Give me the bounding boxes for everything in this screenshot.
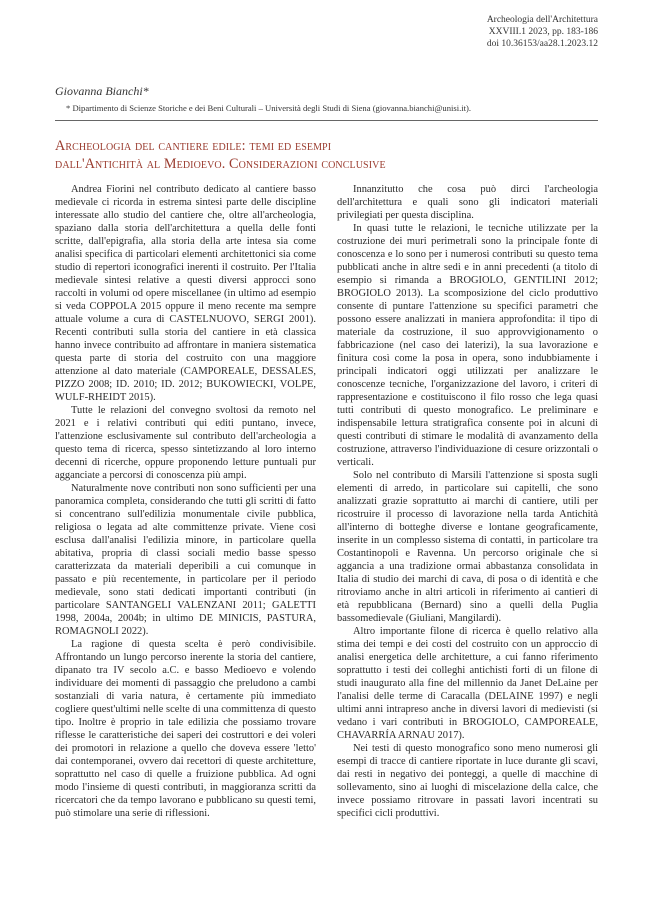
paragraph: In quasi tutte le relazioni, le tecniche utilizzate per la costruzione dei muri perimetrali sono la principale fonte di conoscenza e lo sono per i numerosi contributi su questo tema pubblicati anche in altre sedi e in anni precedenti (a titolo di esempio si rimanda a BROGIOLO, GENTILINI 2012; BROGIOLO 2013). La scomposizione del ciclo produttivo consente di puntare l'attenzione su specifici parametri che possono essere analizzati in maniera approfondita: il tipo di materiale da costruzione, il suo approvvigionamento o fabbricazione (nel caso dei laterizi), la sua lavorazione e finitura così come la posa in opera, sono indubbiamente i principali indicatori oggi utilizzati per analizzare le conoscenze tecniche, l'organizzazione del lavoro, i criteri di rappresentazione e costituiscono il filo rosso che lega quasi tutti contributi di questo monografico. Le preliminare e indispensabile lettura stratigrafica consente poi in alcuni di questi contributi di stimare le modalità di avanzamento della costruzione, attraverso l'individuazione di cesure orizzontali o verticali. xyxy=(337,223,598,468)
header-divider xyxy=(55,120,598,121)
title-line-2: dall'Antichità al Medioevo. Considerazioni conclusive xyxy=(55,156,386,172)
paragraph: Andrea Fiorini nel contributo dedicato al cantiere basso medievale ci ricorda in estrema sintesi parte delle discipline interessate allo studio del cantiere che, oltre all'archeologia, spaziano dalla storia dell'architettura a quella delle fonti scritte, dall'epigrafia, alla storia della arte intesa sia come analisi specifica di particolari elementi architettonici sia come studio di repertori iconografici inerenti il costruito. Per l'Italia medievale sintesi relative a questi diversi approcci sono raccolti in volumi od opere miscellanee (in ultimo ad esempio si veda COPPOLA 2015 oppure il meno recente ma sempre attuale volume a cura di CASTELNUOVO, SERGI 2001). Recenti contributi sulla storia del cantiere in età classica hanno invece contribuito ad affrontare in maniera sistematica questa parte di storia del costruito con una maggiore attenzione al dato materiale (CAMPOREALE, DESSALES, PIZZO 2008; ID. 2010; ID. 2012; BUKOWIECKI, VOLPE, WULF-RHEIDT 2015). xyxy=(55,184,316,403)
left-column xyxy=(55,183,316,820)
paragraph: La ragione di questa scelta è però condivisibile. Affrontando un lungo percorso inerente la storia del cantiere, dipanato tra IV secolo a.C. e basso Medioevo e volendo individuare dei momenti di passaggio che preludono a cambi sostanziali di varia natura, è certamente più immediato cogliere quest'ultimi nelle scelte di una committenza di questo tipo. Inoltre è proprio in tale edilizia che possiamo trovare riflesse le caratteristiche dei saperi dei costruttori e dei voleri dei promotori in relazione a quello che doveva essere 'letto' dai contemporanei, ovvero dai recettori di queste architetture, soprattutto nel caso di quelle a fruizione pubblica. Ad ogni modo l'insieme di questi contributi, in maggioranza scritti da ricercatori che da tempo lavorano e pubblicano su questi temi, può stimolare una serie di riflessioni. xyxy=(55,639,316,819)
paragraph: Naturalmente nove contributi non sono sufficienti per una panoramica completa, considerando che tutti gli scritti di fatto si concentrano sull'edilizia monumentale civile pubblica, religiosa o legata ad alte committenze private. Viene così esclusa dall'analisi l'edilizia minore, in particolare quella abitativa, propria di classi sociali medio basse spesso caratterizzata da materiali deperibili a cui comunque in passato e più recentemente, in particolare per il periodo medievale, sono stati dedicati importanti contributi (in particolare SANTANGELI VALENZANI 2011; GALETTI 1998, 2004a, 2004b; in ultimo DE MINICIS, PASTURA, ROMAGNOLI 2022). xyxy=(55,483,316,637)
doi: doi 10.36153/aa28.1.2023.12 xyxy=(486,39,598,49)
paragraph: Solo nel contributo di Marsili l'attenzione si sposta sugli elementi di arredo, in particolare sui capitelli, che sono analizzati grazie soprattutto ai marchi di cantiere, utili per ricostruire il processo di lavorazione nella tarda Antichità all'interno di botteghe diverse e lontane geograficamente, inserite in un complesso sistema di contatti, in particolare tra Costantinopoli e Ravenna. Un percorso originale che si aggancia a una tradizione ormai abbastanza consolidata in Italia di studio dei marchi di cava, di posa o di identità e che ritroviamo anche in altri articoli in riferimento ai cantieri di età repubblicana (Bernard) sino a quelli della Puglia bassomedievale (Giuliani, Mangilardi). xyxy=(337,470,598,624)
author-name: Giovanna Bianchi* xyxy=(55,84,149,98)
paragraph: Nei testi di questo monografico sono meno numerosi gli esempi di tracce di cantiere riportate in luce durante gli scavi, dai resti in negativo dei ponteggi, a quelle di macchine di sollevamento, sino ai luoghi di miscelazione della calce, che invece possiamo ritrovare in passati lavori incentrati su specifici cicli produttivi. xyxy=(337,743,598,819)
paragraph: Tutte le relazioni del convegno svoltosi da remoto nel 2021 e i relativi contributi qui editi puntano, invece, l'attenzione esclusivamente sul contributo dell'archeologia a questo tema di ricerca, spesso sintetizzando al loro interno decenni di ricerche, oppure proponendo letture puntuali pur agganciate a percorsi di conoscenza più ampi. xyxy=(55,405,316,481)
journal-name: Archeologia dell'Architettura xyxy=(486,15,598,25)
paragraph: Altro importante filone di ricerca è quello relativo alla stima dei tempi e dei costi del costruito con un approccio di analisi energetica delle architetture, a cui fanno riferimento soprattutto i testi dei colleghi antichisti forti di un filone di studi inaugurato alla fine del millennio da Janet DeLaine per l'analisi delle terme di Caracalla (DELAINE 1997) e negli ultimi anni intrapreso anche in diversi lavori di medievisti (si vedano i vari contributi in BROGIOLO, CAMPOREALE, CHAVARRÍA ARNAU 2017). xyxy=(337,626,598,741)
journal-header xyxy=(487,14,598,50)
author-affiliation: * Dipartimento di Scienze Storiche e dei Beni Culturali – Università degli Studi di Siena (giovanna.bianchi@unisi.it). xyxy=(66,103,472,113)
paragraph: Innanzitutto che cosa può dirci l'archeologia dell'architettura e quali sono gli indicatori materiali privilegiati per questa disciplina. xyxy=(337,184,598,221)
article-title xyxy=(55,137,598,173)
title-line-1: Archeologia del cantiere edile: temi ed esempi xyxy=(55,138,332,154)
right-column xyxy=(337,183,598,820)
volume-pages: XXVIII.1 2023, pp. 183-186 xyxy=(488,27,598,37)
